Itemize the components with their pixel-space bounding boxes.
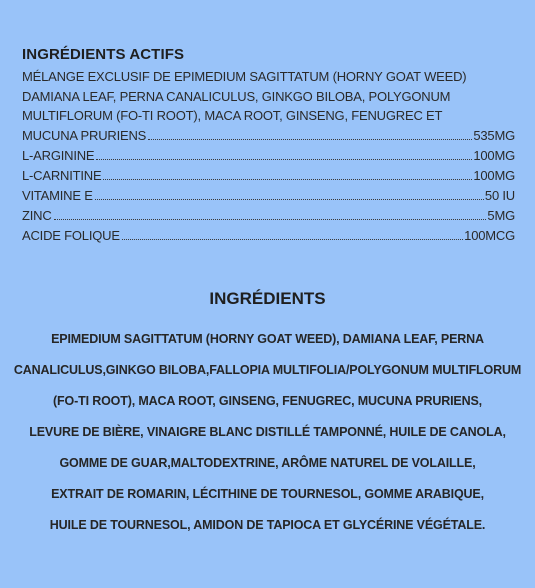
ingredients-line: GOMME DE GUAR,MALTODEXTRINE, ARÔME NATUREL DE VOLAILLE,	[59, 456, 476, 470]
ingredient-row	[22, 146, 515, 166]
ingredients-line: LEVURE DE BIÈRE, VINAIGRE BLANC DISTILLÉ TAMPONNÉ, HUILE DE CANOLA,	[29, 425, 506, 439]
dot-leader	[54, 219, 487, 220]
ingredient-name: VITAMINE E	[22, 188, 93, 204]
ingredients-line: (FO-TI ROOT), MACA ROOT, GINSENG, FENUGREC, MUCUNA PRURIENS,	[53, 394, 482, 408]
ingredient-row	[22, 126, 515, 146]
ingredient-name: ZINC	[22, 208, 52, 224]
dot-leader	[96, 159, 472, 160]
ingredient-row	[22, 166, 515, 186]
ingredient-row	[22, 206, 515, 226]
ingredients-heading: INGRÉDIENTS	[209, 289, 326, 308]
ingredient-amount: 5MG	[487, 208, 515, 224]
ingredient-name: ACIDE FOLIQUE	[22, 228, 120, 244]
ingredients-line: EPIMEDIUM SAGITTATUM (HORNY GOAT WEED), DAMIANA LEAF, PERNA	[51, 332, 484, 346]
ingredient-amount: 100MCG	[464, 228, 515, 244]
ingredients-list	[0, 324, 535, 541]
dot-leader	[95, 199, 484, 200]
active-ingredients-section	[22, 46, 515, 246]
ingredient-name: MUCUNA PRURIENS	[22, 128, 147, 144]
ingredient-name: L-ARGININE	[22, 148, 95, 164]
active-ingredients-heading: INGRÉDIENTS ACTIFS	[22, 46, 185, 63]
ingredient-amount: 50 IU	[484, 188, 515, 204]
dot-leader	[122, 239, 463, 240]
blend-line: DAMIANA LEAF, PERNA CANALICULUS, GINKGO BILOBA, POLYGONUM	[22, 88, 451, 104]
ingredient-row	[22, 186, 515, 206]
ingredient-amount: 100MG	[473, 148, 515, 164]
ingredients-line: CANALICULUS,GINKGO BILOBA,FALLOPIA MULTIFOLIA/POLYGONUM MULTIFLORUM	[13, 363, 522, 377]
blend-line: MÉLANGE EXCLUSIF DE EPIMEDIUM SAGITTATUM (HORNY GOAT WEED)	[22, 69, 467, 84]
ingredient-amount: 100MG	[473, 168, 515, 184]
blend-line: MULTIFLORUM (FO-TI ROOT), MACA ROOT, GINSENG, FENUGREC ET	[22, 108, 443, 124]
ingredients-line: HUILE DE TOURNESOL, AMIDON DE TAPIOCA ET GLYCÉRINE VÉGÉTALE.	[49, 518, 486, 532]
ingredient-name: L-CARNITINE	[22, 168, 102, 184]
ingredients-line: EXTRAIT DE ROMARIN, LÉCITHINE DE TOURNESOL, GOMME ARABIQUE,	[51, 487, 484, 501]
proprietary-blend-text	[22, 67, 515, 126]
ingredients-section	[0, 288, 535, 541]
dot-leader	[148, 139, 472, 140]
ingredient-amount: 535MG	[473, 128, 515, 144]
ingredient-row	[22, 226, 515, 246]
dot-leader	[103, 179, 472, 180]
